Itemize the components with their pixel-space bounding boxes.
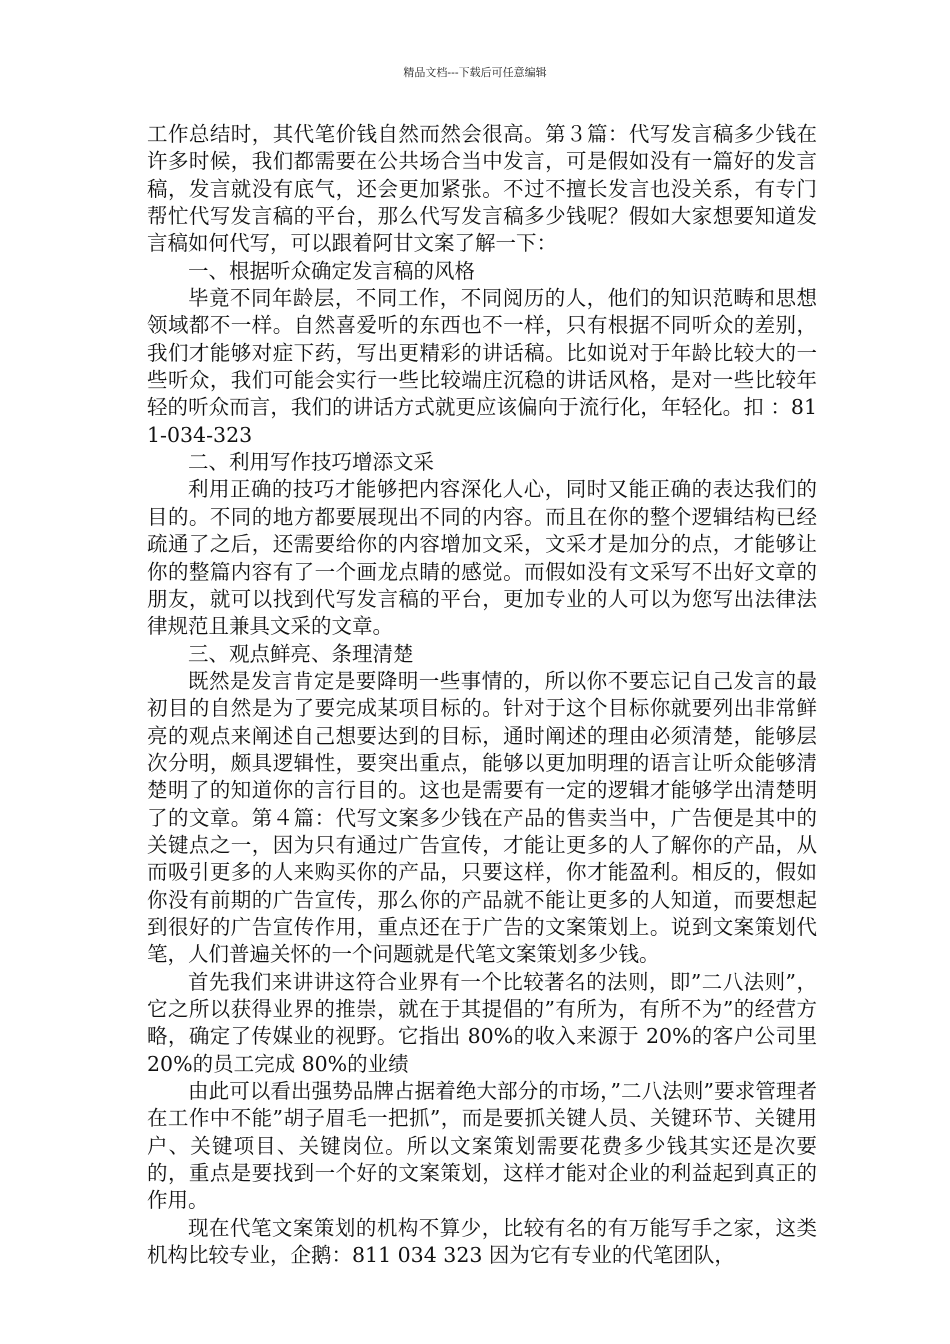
section-heading-1: 一、根据听众确定发言稿的风格 — [188, 258, 475, 283]
paragraph-eighty-twenty-rule: 首先我们来讲讲这符合业界有一个比较著名的法则，即”二八法则”，它之所以获得业界的推崇，就在于其提倡的”有所为，有所不为”的经营方略，确定了传媒业的视野。它指出 80%的收入来源于 20%的客户公司里 20%的员工完成 80%的业绩 — [147, 969, 817, 1076]
paragraph-brand-market: 由此可以看出强势品牌占据着绝大部分的市场，”二八法则”要求管理者在工作中不能”胡子眉毛一把抓”，而是要抓关键人员、关键环节、关键用户、关键项目、关键岗位。所以文案策划需要花费多少钱其实还是次要的，重点是要找到一个好的文案策划，这样才能对企业的利益起到真正的作用。 — [147, 1079, 817, 1213]
paragraph-section-1: 毕竟不同年龄层，不同工作，不同阅历的人，他们的知识范畴和思想领域都不一样。自然喜爱听的东西也不一样，只有根据不同听众的差别，我们才能够对症下药，写出更精彩的讲话稿。比如说对于年龄比较大的一些听众，我们可能会实行一些比较端庄沉稳的讲话风格，是对一些比较年轻的听众而言，我们的讲话方式就更应该偏向于流行化，年轻化。扣 ：811-034-323 — [147, 286, 817, 447]
section-heading-3: 三、观点鲜亮、条理清楚 — [188, 641, 414, 666]
document-body — [147, 121, 817, 1269]
section-heading-2: 二、利用写作技巧增添文采 — [188, 450, 434, 475]
paragraph-section-2: 利用正确的技巧才能够把内容深化人心，同时又能正确的表达我们的目的。不同的地方都要展现出不同的内容。而且在你的整个逻辑结构已经疏通了之后，还需要给你的内容增加文采，文采才是加分的点，才能够让你的整篇内容有了一个画龙点睛的感觉。而假如没有文采写不出好文章的朋友，就可以找到代写发言稿的平台，更加专业的人可以为您写出法律法律规范且兼具文采的文章。 — [147, 477, 817, 639]
paragraph-agencies: 现在代笔文案策划的机构不算少，比较有名的有万能写手之家，这类机构比较专业，企鹅：811 034 323 因为它有专业的代笔团队， — [147, 1215, 817, 1268]
page-header: 精品文档---下载后可任意编辑 — [403, 66, 547, 79]
paragraph-section-3: 既然是发言肯定是要降明一些事情的，所以你不要忘记自己发言的最初目的自然是为了要完成某项目标的。针对于这个目标你就要列出非常鲜亮的观点来阐述自己想要达到的目标，通时阐述的理由必须清楚，能够层次分明，颇具逻辑性，要突出重点，能够以更加明理的语言让听众能够清楚明了的知道你的言行目的。这也是需要有一定的逻辑才能够学出清楚明了的文章。第４篇：代写文案多少钱在产品的售卖当中，广告便是其中的关键点之一，因为只有通过广告宣传，才能让更多的人了解你的产品，从而吸引更多的人来购买你的产品，只要这样，你才能盈利。相反的，假如你没有前期的广告宣传，那么你的产品就不能让更多的人知道，而要想起到很好的广告宣传作用，重点还在于广告的文案策划上。说到文案策划代笔，人们普遍关怀的一个问题就是代笔文案策划多少钱。 — [147, 668, 817, 967]
paragraph-intro: 工作总结时，其代笔价钱自然而然会很高。第３篇：代写发言稿多少钱在许多时候，我们都需要在公共场合当中发言，可是假如没有一篇好的发言稿，发言就没有底气，还会更加紧张。不过不擅长发言也没关系，有专门帮忙代写发言稿的平台，那么代写发言稿多少钱呢？假如大家想要知道发言稿如何代写，可以跟着阿甘文案了解一下： — [147, 122, 817, 256]
